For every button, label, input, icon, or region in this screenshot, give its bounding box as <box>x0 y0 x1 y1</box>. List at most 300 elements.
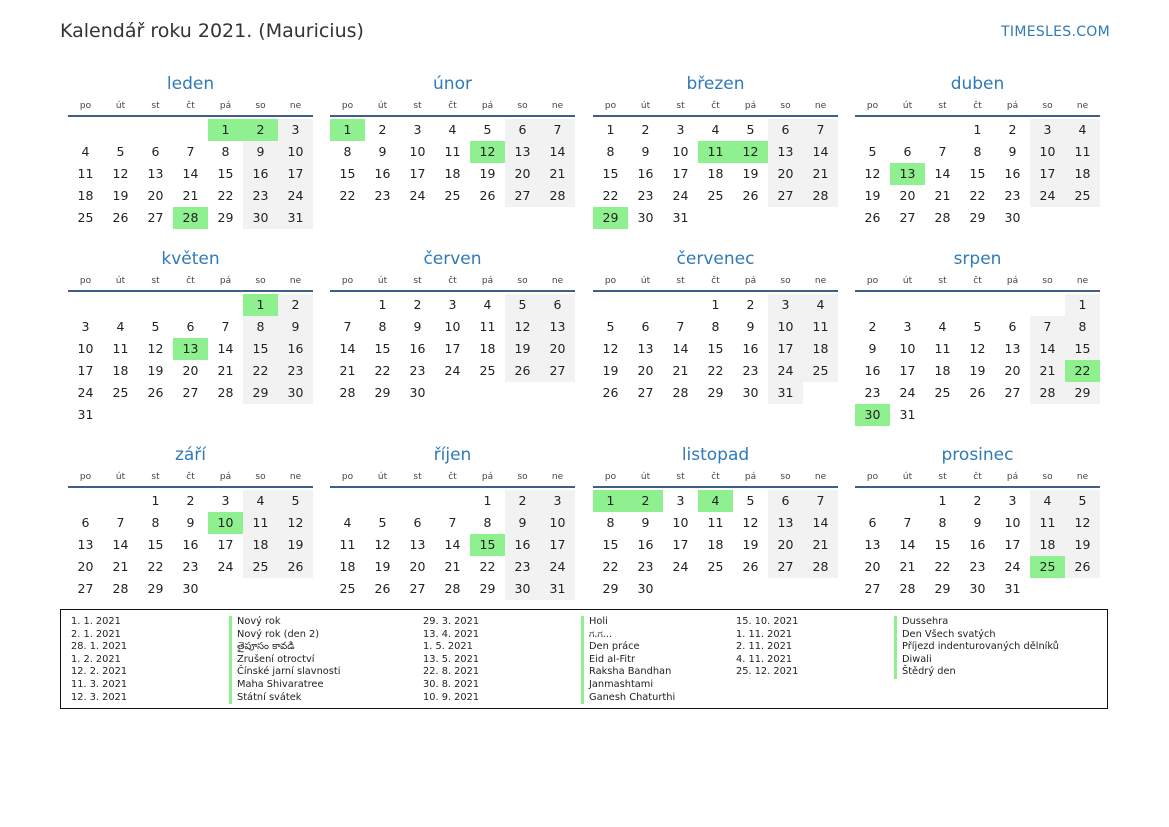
day-grid <box>68 294 313 426</box>
day-cell: 21 <box>540 163 575 185</box>
day-cell: 24 <box>899 385 916 400</box>
empty-cell <box>138 294 173 316</box>
day-grid <box>330 490 575 600</box>
day-cell: 19 <box>864 188 881 203</box>
holiday-row <box>736 654 1059 667</box>
month-10 <box>330 444 575 600</box>
header-rule <box>68 486 313 488</box>
day-cell: 21 <box>803 163 838 185</box>
day-cell: 26 <box>147 385 164 400</box>
day-cell: 16 <box>505 534 540 556</box>
weekday-label: so <box>255 101 266 111</box>
day-cell: 19 <box>602 363 619 378</box>
day-cell: 3 <box>1030 119 1065 141</box>
weekday-label: po <box>341 276 354 286</box>
day-cell: 19 <box>742 166 759 181</box>
holiday-date: 15. 10. 2021 <box>736 616 799 627</box>
day-cell: 4 <box>448 122 457 137</box>
holiday-row <box>423 666 675 679</box>
weekday-label: so <box>780 276 791 286</box>
weekday-label: út <box>902 472 913 482</box>
holiday-row <box>71 616 340 629</box>
weekday-label: út <box>115 276 126 286</box>
weekday-header <box>330 98 575 114</box>
holiday-name: Janmashtami <box>581 679 653 692</box>
day-cell: 10 <box>278 141 313 163</box>
day-cell: 9 <box>278 316 313 338</box>
day-cell: 13 <box>637 341 654 356</box>
weekday-label: út <box>377 101 388 111</box>
weekday-header <box>330 469 575 485</box>
holiday-date: 29. 3. 2021 <box>423 616 480 627</box>
day-cell: 4 <box>116 319 125 334</box>
holiday-name: Čínské jarní slavnosti <box>229 666 340 679</box>
day-cell: 29 <box>147 581 164 596</box>
day-cell: 27 <box>864 581 881 596</box>
weekday-label: út <box>377 472 388 482</box>
empty-cell <box>103 490 138 512</box>
day-cell: 15 <box>217 166 234 181</box>
day-cell: 9 <box>186 515 195 530</box>
day-cell: 24 <box>672 188 689 203</box>
holiday-row <box>736 666 1059 679</box>
day-cell: 22 <box>934 559 951 574</box>
empty-cell <box>890 490 925 512</box>
empty-cell <box>890 119 925 141</box>
weekday-label: po <box>866 472 879 482</box>
weekday-label: ne <box>1076 472 1089 482</box>
day-cell: 19 <box>742 537 759 552</box>
day-cell: 15 <box>707 341 724 356</box>
weekday-label: pá <box>481 101 494 111</box>
day-cell: 9 <box>868 341 877 356</box>
holiday-day-cell: 1 <box>330 119 365 141</box>
weekday-header <box>68 273 313 289</box>
weekday-label: čt <box>186 472 195 482</box>
day-cell: 27 <box>147 210 164 225</box>
day-cell: 14 <box>934 166 951 181</box>
day-cell: 22 <box>147 559 164 574</box>
day-cell: 25 <box>707 559 724 574</box>
day-cell: 17 <box>77 363 94 378</box>
weekday-label: pá <box>481 472 494 482</box>
holiday-date: 22. 8. 2021 <box>423 666 480 678</box>
month-11 <box>593 444 838 600</box>
day-cell: 29 <box>243 382 278 404</box>
weekday-label: so <box>517 276 528 286</box>
day-cell: 9 <box>1008 144 1017 159</box>
day-cell: 7 <box>803 119 838 141</box>
day-cell: 6 <box>505 119 540 141</box>
day-grid <box>593 490 838 600</box>
day-cell: 28 <box>540 185 575 207</box>
day-cell: 20 <box>637 363 654 378</box>
holiday-name: Maha Shivaratree <box>229 679 323 692</box>
day-cell: 30 <box>637 210 654 225</box>
holiday-name: Holi <box>581 616 608 629</box>
day-cell: 25 <box>77 210 94 225</box>
day-cell: 2 <box>1008 122 1017 137</box>
holiday-date: 2. 1. 2021 <box>71 628 121 640</box>
day-cell: 17 <box>768 338 803 360</box>
day-cell: 8 <box>151 515 160 530</box>
weekday-label: čt <box>973 101 982 111</box>
day-cell: 7 <box>676 319 685 334</box>
holiday-name: Štědrý den <box>894 666 956 679</box>
day-cell: 13 <box>1004 341 1021 356</box>
weekday-label: so <box>1042 101 1053 111</box>
day-cell: 15 <box>602 537 619 552</box>
header-rule <box>330 290 575 292</box>
day-cell: 24 <box>77 385 94 400</box>
day-cell: 24 <box>672 559 689 574</box>
weekday-header <box>68 469 313 485</box>
holiday-name: Raksha Bandhan <box>581 666 671 679</box>
weekday-label: st <box>938 472 947 482</box>
holiday-name: Nový rok <box>229 616 281 629</box>
day-cell: 26 <box>479 188 496 203</box>
day-cell: 24 <box>278 185 313 207</box>
holiday-date: 25. 12. 2021 <box>736 666 799 678</box>
day-cell: 30 <box>742 385 759 400</box>
weekday-label: pá <box>219 276 232 286</box>
weekday-label: st <box>413 472 422 482</box>
day-cell: 27 <box>637 385 654 400</box>
day-cell: 5 <box>278 490 313 512</box>
day-cell: 28 <box>803 556 838 578</box>
day-cell: 2 <box>746 297 755 312</box>
day-cell: 28 <box>803 185 838 207</box>
day-cell: 3 <box>540 490 575 512</box>
weekday-label: út <box>640 101 651 111</box>
day-cell: 12 <box>742 515 759 530</box>
day-cell: 6 <box>151 144 160 159</box>
weekday-label: út <box>640 276 651 286</box>
day-cell: 29 <box>602 581 619 596</box>
day-cell: 18 <box>1065 163 1100 185</box>
day-cell: 15 <box>243 338 278 360</box>
weekday-label: čt <box>448 101 457 111</box>
day-cell: 21 <box>444 559 461 574</box>
day-cell: 13 <box>77 537 94 552</box>
day-cell: 18 <box>479 341 496 356</box>
day-cell: 17 <box>444 341 461 356</box>
day-cell: 27 <box>540 360 575 382</box>
day-cell: 14 <box>339 341 356 356</box>
day-cell: 20 <box>77 559 94 574</box>
weekday-label: čt <box>973 276 982 286</box>
holiday-row <box>736 641 1059 654</box>
day-cell: 10 <box>672 515 689 530</box>
weekday-label: st <box>413 101 422 111</box>
day-cell: 24 <box>540 556 575 578</box>
weekday-label: čt <box>186 276 195 286</box>
weekday-label: pá <box>1006 101 1019 111</box>
day-cell: 12 <box>505 316 540 338</box>
holiday-date: 11. 3. 2021 <box>71 678 128 690</box>
day-cell: 21 <box>899 559 916 574</box>
day-cell: 4 <box>803 294 838 316</box>
holiday-day-cell: 1 <box>593 490 628 512</box>
header-rule <box>855 290 1100 292</box>
day-cell: 4 <box>1065 119 1100 141</box>
empty-cell <box>593 294 628 316</box>
holiday-column-3 <box>736 616 1059 679</box>
day-cell: 3 <box>221 493 230 508</box>
weekday-label: po <box>341 472 354 482</box>
day-cell: 8 <box>343 144 352 159</box>
holiday-row <box>71 666 340 679</box>
day-cell: 9 <box>378 144 387 159</box>
empty-cell <box>925 294 960 316</box>
day-cell: 17 <box>1030 163 1065 185</box>
holiday-day-cell: 28 <box>173 207 208 229</box>
day-cell: 7 <box>938 144 947 159</box>
day-cell: 2 <box>278 294 313 316</box>
day-cell: 3 <box>1008 493 1017 508</box>
weekday-label: pá <box>219 101 232 111</box>
day-cell: 20 <box>505 163 540 185</box>
month-1 <box>68 73 313 229</box>
holiday-date: 12. 2. 2021 <box>71 666 128 678</box>
weekday-label: st <box>151 472 160 482</box>
month-name: červenec <box>676 249 755 269</box>
day-cell: 18 <box>707 166 724 181</box>
day-cell: 25 <box>934 385 951 400</box>
day-cell: 27 <box>182 385 199 400</box>
day-cell: 11 <box>707 515 724 530</box>
day-cell: 6 <box>1008 319 1017 334</box>
day-cell: 24 <box>217 559 234 574</box>
weekday-label: ne <box>551 472 564 482</box>
holiday-day-cell: 1 <box>208 119 243 141</box>
day-cell: 23 <box>182 559 199 574</box>
weekday-label: pá <box>481 276 494 286</box>
day-cell: 29 <box>1065 382 1100 404</box>
weekday-label: so <box>1042 472 1053 482</box>
weekday-label: so <box>255 276 266 286</box>
day-cell: 27 <box>505 185 540 207</box>
day-cell: 2 <box>868 319 877 334</box>
empty-cell <box>855 294 890 316</box>
day-cell: 11 <box>1030 512 1065 534</box>
day-cell: 21 <box>934 188 951 203</box>
day-cell: 10 <box>1030 141 1065 163</box>
day-cell: 11 <box>77 166 94 181</box>
day-cell: 22 <box>479 559 496 574</box>
day-cell: 22 <box>707 363 724 378</box>
month-name: únor <box>433 74 472 94</box>
holiday-name: Zrušení otroctví <box>229 654 315 667</box>
day-cell: 21 <box>672 363 689 378</box>
day-cell: 10 <box>444 319 461 334</box>
holiday-day-cell: 13 <box>173 338 208 360</box>
holiday-row <box>71 629 340 642</box>
day-cell: 7 <box>343 319 352 334</box>
weekday-label: st <box>676 472 685 482</box>
day-cell: 13 <box>147 166 164 181</box>
weekday-header <box>593 273 838 289</box>
day-cell: 14 <box>899 537 916 552</box>
empty-cell <box>855 490 890 512</box>
month-name: říjen <box>433 445 472 465</box>
day-cell: 15 <box>339 166 356 181</box>
day-cell: 30 <box>969 581 986 596</box>
weekday-label: čt <box>711 101 720 111</box>
day-cell: 26 <box>969 385 986 400</box>
weekday-label: pá <box>1006 472 1019 482</box>
empty-cell <box>960 294 995 316</box>
day-cell: 29 <box>969 210 986 225</box>
weekday-label: ne <box>814 472 827 482</box>
day-cell: 14 <box>112 537 129 552</box>
holiday-name: Den práce <box>581 641 640 654</box>
day-cell: 14 <box>803 512 838 534</box>
day-cell: 3 <box>413 122 422 137</box>
day-cell: 2 <box>973 493 982 508</box>
day-cell: 27 <box>1004 385 1021 400</box>
day-cell: 1 <box>973 122 982 137</box>
day-cell: 22 <box>217 188 234 203</box>
day-cell: 20 <box>540 338 575 360</box>
weekday-label: st <box>938 101 947 111</box>
day-cell: 14 <box>672 341 689 356</box>
empty-cell <box>173 119 208 141</box>
weekday-header <box>593 98 838 114</box>
day-cell: 5 <box>116 144 125 159</box>
month-name: září <box>174 445 207 465</box>
day-cell: 15 <box>934 537 951 552</box>
holiday-day-cell: 29 <box>593 207 628 229</box>
day-grid <box>593 294 838 404</box>
day-cell: 28 <box>444 581 461 596</box>
holiday-day-cell: 1 <box>243 294 278 316</box>
day-cell: 9 <box>641 144 650 159</box>
weekday-label: po <box>79 276 92 286</box>
day-cell: 16 <box>182 537 199 552</box>
day-cell: 3 <box>676 122 685 137</box>
month-12 <box>855 444 1100 600</box>
day-cell: 6 <box>641 319 650 334</box>
day-grid <box>330 119 575 207</box>
day-cell: 9 <box>641 515 650 530</box>
holiday-date: 2. 11. 2021 <box>736 641 793 653</box>
holiday-day-cell: 4 <box>698 490 733 512</box>
day-cell: 12 <box>1065 512 1100 534</box>
day-cell: 11 <box>479 319 496 334</box>
day-cell: 10 <box>899 341 916 356</box>
day-cell: 8 <box>378 319 387 334</box>
day-cell: 31 <box>278 207 313 229</box>
empty-cell <box>855 119 890 141</box>
day-cell: 16 <box>637 537 654 552</box>
empty-cell <box>400 490 435 512</box>
weekday-label: pá <box>744 101 757 111</box>
day-cell: 10 <box>540 512 575 534</box>
day-cell: 19 <box>505 338 540 360</box>
empty-cell <box>890 294 925 316</box>
site-brand-link[interactable]: TIMESLES.COM <box>1001 24 1110 40</box>
day-cell: 19 <box>1065 534 1100 556</box>
day-cell: 15 <box>374 341 391 356</box>
day-cell: 18 <box>934 363 951 378</box>
holiday-column-1 <box>71 616 340 704</box>
empty-cell <box>995 294 1030 316</box>
holiday-name: Ganesh Chaturthi <box>581 692 675 705</box>
day-cell: 23 <box>374 188 391 203</box>
day-cell: 29 <box>217 210 234 225</box>
day-cell: 5 <box>378 515 387 530</box>
holiday-date: 1. 2. 2021 <box>71 653 121 665</box>
day-cell: 11 <box>112 341 129 356</box>
holiday-name: Diwali <box>894 654 932 667</box>
day-grid <box>855 490 1100 600</box>
day-cell: 21 <box>217 363 234 378</box>
day-cell: 16 <box>374 166 391 181</box>
weekday-label: po <box>604 472 617 482</box>
weekday-label: po <box>866 101 879 111</box>
day-cell: 20 <box>147 188 164 203</box>
month-name: červen <box>423 249 482 269</box>
day-cell: 8 <box>1065 316 1100 338</box>
day-cell: 7 <box>903 515 912 530</box>
weekday-label: st <box>151 276 160 286</box>
day-grid <box>68 119 313 229</box>
month-name: duben <box>950 74 1005 94</box>
empty-cell <box>925 119 960 141</box>
day-cell: 1 <box>938 493 947 508</box>
day-cell: 20 <box>899 188 916 203</box>
day-cell: 13 <box>768 141 803 163</box>
day-cell: 2 <box>186 493 195 508</box>
day-cell: 3 <box>768 294 803 316</box>
day-cell: 3 <box>903 319 912 334</box>
day-cell: 17 <box>672 537 689 552</box>
weekday-label: st <box>413 276 422 286</box>
day-cell: 22 <box>969 188 986 203</box>
day-cell: 18 <box>339 559 356 574</box>
day-cell: 4 <box>1030 490 1065 512</box>
day-cell: 5 <box>868 144 877 159</box>
holiday-row <box>71 654 340 667</box>
month-name: srpen <box>953 249 1002 269</box>
day-cell: 23 <box>278 360 313 382</box>
empty-cell <box>365 490 400 512</box>
day-cell: 19 <box>374 559 391 574</box>
empty-cell <box>68 119 103 141</box>
day-cell: 29 <box>707 385 724 400</box>
day-cell: 6 <box>768 490 803 512</box>
day-cell: 6 <box>868 515 877 530</box>
month-9 <box>68 444 313 600</box>
weekday-label: st <box>676 276 685 286</box>
day-cell: 15 <box>969 166 986 181</box>
holiday-name: ಗ.ಗ... <box>581 629 612 642</box>
header-rule <box>330 115 575 117</box>
weekday-label: út <box>902 276 913 286</box>
day-cell: 13 <box>505 141 540 163</box>
day-cell: 23 <box>637 188 654 203</box>
day-cell: 29 <box>479 581 496 596</box>
day-cell: 6 <box>540 294 575 316</box>
day-cell: 14 <box>1030 338 1065 360</box>
day-cell: 1 <box>483 493 492 508</box>
weekday-label: po <box>866 276 879 286</box>
weekday-label: út <box>902 101 913 111</box>
day-cell: 25 <box>803 360 838 382</box>
day-cell: 8 <box>221 144 230 159</box>
day-cell: 12 <box>864 166 881 181</box>
